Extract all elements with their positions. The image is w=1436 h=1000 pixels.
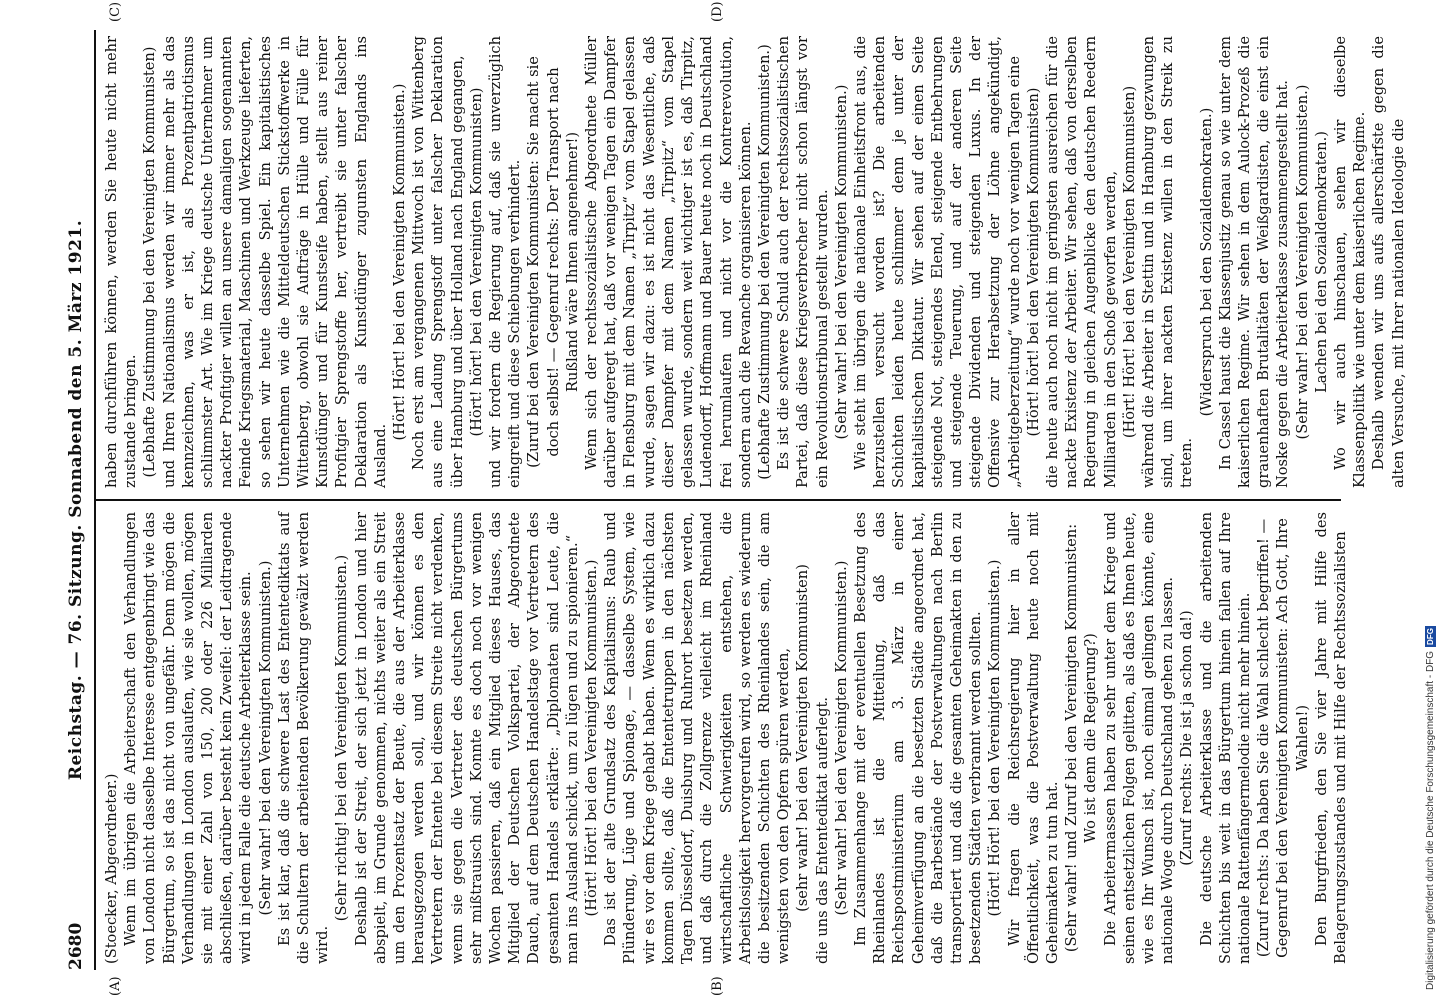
paragraph: während die Arbeiter in Stettin und in Hamburg gezwungen sind, um ihrer nackten Existenz willen in den Streik zu treten.: [1139, 36, 1196, 488]
interjection: (Hört! Hört! bei den Vereinigten Kommunisten.): [583, 559, 601, 917]
interjection: (Hört! hört! bei den Vereinigten Kommunisten): [1024, 87, 1042, 437]
interjection: (Sehr wahr! bei den Vereinigten Kommunisten.): [256, 560, 274, 916]
paragraph: In Cassel haust die Klassenjustiz genau so wie unter dem kaiserlichen Regime. Wir sehen in dem Aulock-Prozeß die grauenhaften Brutalitäten der Weißgardisten, die einst ein Noske gegen die Arbeiterklasse zusammengestellt hat.: [1216, 36, 1292, 488]
credit-text: Digitalisierung gefördert durch die Deutsche Forschungsgemeinschaft - DFG: [1424, 650, 1436, 990]
dfg-logo-icon: DFG: [1425, 628, 1435, 645]
page-header: [66, 30, 92, 970]
column-divider: [96, 499, 1341, 501]
interjection: (Hört! Hört! bei den Vereinigten Kommunisten): [1120, 85, 1138, 439]
paragraph: Den Burgfrieden, den Sie vier Jahre mit Hilfe des Belagerungszustandes und mit Hilfe der Rechtssozialisten: [1312, 512, 1349, 964]
right-column: [102, 36, 1407, 488]
interjection: Lachen bei den Sozialdemokraten.): [1312, 131, 1330, 393]
paragraph: die uns das Ententediktat auferlegt.: [813, 696, 831, 964]
paragraph: Wenn sich der rechtssozialistische Abgeordnete Müller darüber aufgeregt hat, daß vor wenigen Tagen ein Dampfer in Flensburg mit dem Namen „Tirpitz“ vom Stapel gelassen wurde, sagen wir dazu: es ist nicht das Wesentliche, daß dieser Dampfer mit dem Namen „Tirpitz“ vom Stapel gelassen wurde, sondern weit wichtiger ist es, daß Tirpitz, Ludendorff, Hoffmann und Bauer heute noch in Deutschland frei herumlaufen und nicht vor die Kontrerevolution, sondern auch die Revanche organisieren können.: [583, 36, 754, 488]
paragraph: Wie steht im übrigen die nationale Einheitsfront aus, die herzustellen versucht worden ist? Die arbeitenden Schichten leiden heute schlimmer denn je unter der kapitalistischen Diktatur. Wir sehen auf der einen Seite steigende Not, steigendes Elend, steigende Entbehrungen und steigende Teuerung, und auf der anderen Seite steigende Dividenden und steigenden Luxus. In der Offensive zur Herabsetzung der Löhne angekündigt, „Arbeitgeberzeitung“ wurde noch vor wenigen Tagen eine: [851, 36, 1023, 488]
interjection: (Widerspruch bei den Sozialdemokraten.): [1197, 107, 1215, 417]
interjection: (Sehr richtig! bei den Vereinigten Kommunisten.): [333, 554, 351, 922]
rotated-document-page: [60, 0, 1407, 1000]
interjection: (Hört! Hört! bei den Vereinigten Kommunisten.): [986, 559, 1004, 917]
paragraph: Wir fragen die Reichsregierung hier in aller Öffentlichkeit, was die Postverwaltung heute noch mit Geheimakten zu tun hat.: [1005, 512, 1061, 964]
digitisation-credit: [1424, 10, 1436, 990]
paragraph: Die Arbeitermassen haben zu sehr unter dem Kriege und seinen entsetzlichen Folgen gelitten, als daß es Ihnen heute, wie es Ihr Wunsch ist, noch einmal gelingen könnte, eine nationale Woge durch Deutschland gehen zu lassen.: [1101, 512, 1177, 964]
interjection: (Lebhafte Zustimmung bei den Vereinigten Kommunisten): [141, 46, 159, 478]
paragraph: Im Zusammenhange mit der eventuellen Besetzung des Rheinlandes ist die Mitteilung, daß das Reichspostministerium am 3. März in einer Geheimverfügung an die besetzten Städte angeordnet hat, daß die Barbestände der Postverwaltungen nach Berlin transportiert und daß die gesamten Geheimakten in den zu besetzenden Städten verbrannt werden sollten.: [851, 512, 985, 964]
interjection: (Sehr wahr! bei den Vereinigten Kommunisten.): [832, 560, 850, 916]
paragraph: und Ihren Nationalismus werden wir immer mehr als das kennzeichnen, was er ist, als Prozentpatriotismus schlimmster Art. Wie im Kriege deutsche Unternehmer um nackter Profitgier willen an unsere damaligen sogenannten Feinde Kriegsmaterial, Maschinen und Werkzeuge lieferten, so sehen wir heute dasselbe Spiel. Ein kapitalistisches Unternehmen wie die Mitteldeutschen Stickstoffwerke in Wittenberg, obwohl sie Aufträge in Hülle und Fülle für Kunstdünger und für Kunstseife haben, stellt aus reiner Profitgier Sprengstoffe her, vertreibt sie unter falscher Deklaration als Kunstdünger zugunsten Englands ins Ausland.: [160, 36, 389, 488]
running-head: Reichstag. — 76. Sitzung. Sonnabend den 5. März 1921.: [66, 219, 86, 781]
interjection: (Sehr wahr! und Zuruf bei den Vereinigten Kommunisten: Wo ist denn die Regierung?): [1063, 523, 1100, 953]
paragraph: Noch erst am vergangenen Mittwoch ist von Wittenberg aus eine Ladung Sprengstoff unter falscher Deklaration über Hamburg und über Holland nach England gegangen,: [410, 36, 466, 488]
paragraph: Deshalb wenden wir uns aufs allerschärfste gegen die alten Versuche, mit Ihrer nationalen Ideologie die: [1370, 36, 1407, 488]
paragraph: Deshalb ist der Streit, der sich jetzt in London und hier abspielt, im Grunde genommen, nichts weiter als ein Streit um den Prozentsatz der Beute, die aus der Arbeiterklasse herausgezogen werden soll, und wir können es den Vertretern der Entente bei diesem Streite nicht verdenken, wenn sie gegen die Vertreter des deutschen Bürgertums sehr mißtrauisch sind. Konnte es doch noch vor wenigen Wochen passieren, daß ein Mitglied dieses Hauses, das Mitglied der Deutschen Volkspartei, der Abgeordnete Dauch, auf dem Deutschen Handelstage vor Vertretern des gesamten Handels erklärte: „Diplomaten sind Leute, die man ins Ausland schickt, um zu lügen und zu spionieren.“: [352, 512, 581, 964]
interjection: (Hört! Hört! bei den Vereinigten Kommunisten.): [391, 83, 409, 441]
paragraph: und wir fordern die Regierung auf, daß sie unverzüglich eingreift und diese Schiebungen verhindert.: [487, 36, 524, 488]
speaker-attribution: (Stoecker, Abgeordneter.): [103, 773, 120, 964]
margin-marker-c: (C): [108, 1, 123, 22]
interjection: (Lebhafte Zustimmung bei den Vereinigten Kommunisten.): [755, 44, 773, 480]
paragraph: Wo wir auch hinschauen, sehen wir dieselbe Klassenpolitik wie unter dem kaiserlichen Regime.: [1332, 36, 1369, 488]
paragraph: Es ist die schwere Schuld auch der rechtssozialistischen Partei, daß diese Kriegsverbrecher nicht schon längst vor ein Revolutionstribunal gestellt wurden.: [775, 36, 831, 488]
margin-marker-a: (A): [108, 976, 123, 996]
margin-marker-d: (D): [710, 1, 725, 22]
left-column: [102, 512, 1349, 964]
interjection: (Hört! hört! bei den Vereinigten Kommunisten): [467, 87, 485, 437]
paragraph: Die deutsche Arbeiterklasse und die arbeitenden Schichten bis weit in das Bürgertum hinein fallen auf Ihre nationale Rattenfängermelodie nicht mehr hinein.: [1197, 512, 1253, 964]
paragraph: die heute auch noch nicht im geringsten ausreichen für die nackte Existenz der Arbeiter. Wir sehen, daß von derselben Regierung in gleichen Augenblicke den deutschen Reedern Milliarden in den Schoß geworfen werden,: [1043, 36, 1119, 488]
paragraph: Das ist der alte Grundsatz des Kapitalismus: Raub und Plünderung, Lüge und Spionage, — dasselbe System, wie wir es vor dem Kriege gehabt haben. Wenn es wirklich dazu kommen sollte, daß die Ententetruppen in den nächsten Tagen Düsseldorf, Duisburg und Ruhrort besetzen werden, und daß durch die Zollgrenze vielleicht im Rheinland wirtschaftliche Schwierigkeiten entstehen, die Arbeitslosigkeit hervorgerufen wird, so werden es wiederum die besitzenden Schichten des Rheinlandes sein, die am wenigsten von den Opfern spüren werden,: [602, 512, 793, 964]
paragraph: Es ist klar, daß die schwere Last des Ententediktats auf die Schultern der arbeitenden Bevölkerung gewälzt werden wird.: [275, 512, 332, 964]
interjection: (Sehr wahr! bei den Vereinigten Kommunisten.): [1293, 84, 1311, 440]
interjection: (Zuruf bei den Vereinigten Kommunisten: Sie macht sie doch selbst! — Gegenruf rechts: Der Transport nach Rußland wäre Ihnen angenehmer!): [525, 56, 581, 468]
interjection: (Zuruf rechts: Da haben Sie die Wahl schlecht begriffen! — Gegenruf bei den Vereinigten Kommunisten: Ach Gott, Ihre Wahlen!): [1255, 518, 1311, 958]
paragraph: Wenn im übrigen die Arbeiterschaft den Verhandlungen von London nicht dasselbe Interesse entgegenbringt wie das Bürgertum, so ist das nicht von ungefähr. Denn mögen die Verhandlungen in London auslaufen, wie sie wollen, mögen sie mit einer Zahl von 150, 200 oder 226 Milliarden abschließen, darüber besteht kein Zweifel: der Leidtragende wird in jedem Falle die deutsche Arbeiterklasse sein.: [122, 512, 255, 964]
margin-marker-b: (B): [710, 976, 725, 996]
paragraph: haben durchführen können, werden Sie heute nicht mehr zustande bringen.: [103, 36, 140, 488]
interjection: (Sehr wahr! bei den Vereinigten Kommunisten.): [832, 84, 850, 440]
interjection: (sehr wahr! bei den Vereinigten Kommunisten): [794, 564, 812, 912]
interjection: (Zuruf rechts: Die ist ja schon da!): [1178, 610, 1196, 866]
page-number: 2680: [66, 922, 86, 970]
